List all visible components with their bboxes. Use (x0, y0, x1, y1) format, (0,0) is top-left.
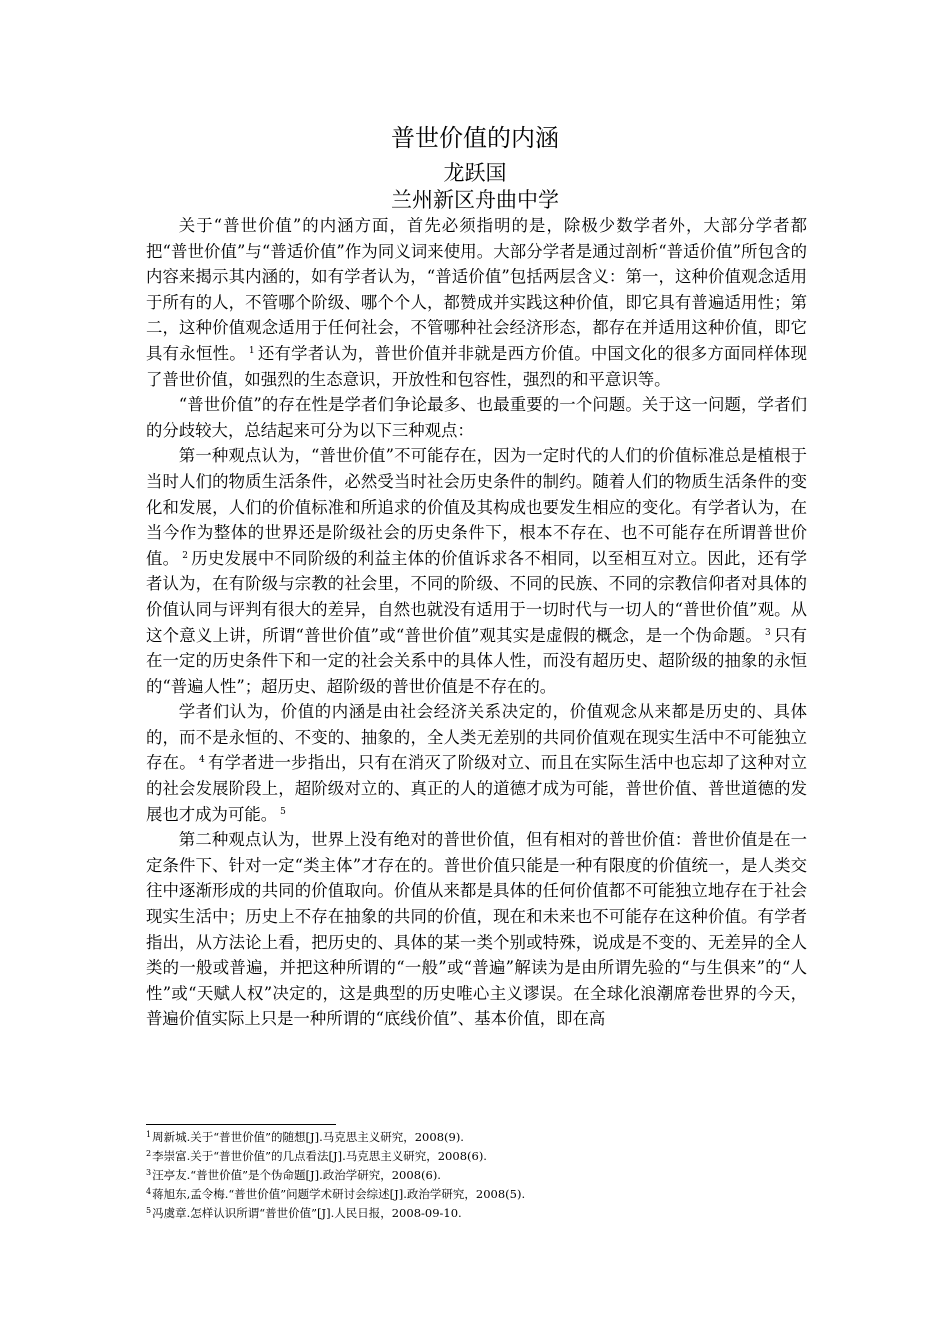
paragraph-text: 第一种观点认为，“普世价值”不可能存在，因为一定时代的人们的价值标准总是植根于当时人们的物质生活条件，必然受当时社会历史条件的制约。随着人们的物质生活条件的变化和发展，人们的价值标准和所追求的价值及其构成也要发生相应的变化。有学者认为，在当今作为整体的世界还是阶级社会的历史条件下，根本不存在、也不可能存在所谓普世价值。 (146, 446, 807, 568)
footnote-divider (146, 1124, 336, 1125)
footnote-number: 5 (146, 1206, 152, 1215)
paragraph (146, 699, 807, 827)
paragraph-text: 还有学者认为，普世价值并非就是西方价值。中国文化的很多方面同样体现了普世价值，如强烈的生态意识，开放性和包容性，强烈的和平意识等。 (146, 343, 808, 389)
paragraph (146, 213, 807, 392)
footnote-number: 1 (146, 1130, 152, 1139)
footnote-marker: 3 (765, 627, 771, 638)
footnotes (146, 1128, 807, 1223)
paragraph (146, 443, 807, 699)
footnote (146, 1147, 807, 1166)
paragraph (146, 392, 807, 443)
footnote-number: 4 (146, 1187, 152, 1196)
footnote-number: 2 (146, 1149, 152, 1158)
footnote (146, 1128, 807, 1147)
footnote-number: 3 (146, 1168, 152, 1177)
paragraph-text: 只有在一定的历史条件下和一定的社会关系中的具体人性，而没有超历史、超阶级的抽象的永恒的“普遍人性”；超历史、超阶级的普世价值是不存在的。 (146, 625, 808, 696)
footnote-marker: 2 (182, 550, 189, 561)
footnote (146, 1166, 807, 1185)
footnote-marker: 5 (280, 806, 286, 817)
paragraph (146, 827, 807, 1032)
paragraph-text: 学者们认为，价值的内涵是由社会经济关系决定的，价值观念从来都是历史的、具体的，而不是永恒的、不变的、抽象的，全人类无差别的共同价值观在现实生活中不可能独立存在。 (146, 702, 807, 773)
footnote-text: 冯虞章.怎样认识所谓“普世价值”[J].人民日报，2008-09-10. (152, 1206, 462, 1220)
footnote-text: 汪亭友.“普世价值”是个伪命题[J].政治学研究，2008(6). (152, 1168, 441, 1182)
article-body (146, 213, 807, 1032)
footnote-marker: 1 (248, 345, 255, 356)
paragraph-text: 关于“普世价值”的内涵方面，首先必须指明的是，除极少数学者外，大部分学者都把“普世价值”与“普适价值”作为同义词来使用。大部分学者是通过剖析“普适价值”所包含的内容来揭示其内涵的，如有学者认为，“普适价值”包括两层含义：第一，这种价值观念适用于所有的人，不管哪个阶级、哪个个人，都赞成并实践这种价值，即它具有普遍适用性；第二，这种价值观念适用于任何社会，不管哪种社会经济形态，都存在并适用这种价值，即它具有永恒性。 (146, 216, 807, 363)
footnote-marker: 4 (198, 755, 205, 766)
paragraph-text: 历史发展中不同阶级的利益主体的价值诉求各不相同，以至相互对立。因此，还有学者认为，在有阶级与宗教的社会里，不同的阶级、不同的民族、不同的宗教信仰者对具体的价值认同与评判有很大的差异，自然也就没有适用于一切时代与一切人的“普世价值”观。从这个意义上讲，所谓“普世价值”或“普世价值”观其实是虚假的概念，是一个伪命题。 (146, 548, 807, 645)
footnote-text: 周新城.关于“普世价值”的随想[J].马克思主义研究，2008(9). (152, 1130, 464, 1144)
footnote (146, 1204, 807, 1223)
footnote (146, 1185, 807, 1204)
footnote-text: 李崇富.关于“普世价值”的几点看法[J].马克思主义研究，2008(6). (152, 1149, 487, 1163)
paragraph-text: “普世价值”的存在性是学者们争论最多、也最重要的一个问题。关于这一问题，学者们的分歧较大，总结起来可分为以下三种观点： (146, 395, 807, 440)
author-affiliation: 兰州新区舟曲中学 (391, 188, 559, 212)
paragraph-text: 第二种观点认为，世界上没有绝对的普世价值，但有相对的普世价值：普世价值是在一定条件下、针对一定“类主体”才存在的。普世价值只能是一种有限度的价值统一，是人类交往中逐渐形成的共同的价值取向。价值从来都是具体的任何价值都不可能独立地存在于社会现实生活中；历史上不存在抽象的共同的价值，现在和未来也不可能存在这种价值。有学者指出，从方法论上看，把历史的、具体的某一类个别或特殊，说成是不变的、无差异的全人类的一般或普遍，并把这种所谓的“一般”或“普遍”解读为是由所谓先验的“与生俱来”的“人性”或“天赋人权”决定的，这是典型的历史唯心主义谬误。在全球化浪潮席卷世界的今天，普遍价值实际上只是一种所谓的“底线价值”、基本价值，即在高 (146, 830, 807, 1029)
paragraph-text: 有学者进一步指出，只有在消灭了阶级对立、而且在实际生活中也忘却了这种对立的社会发展阶段上，超阶级对立的、真正的人的道德才成为可能，普世价值、普世道德的发展也才成为可能。 (146, 753, 808, 824)
author-name: 龙跃国 (443, 161, 507, 185)
footnote-text: 蒋旭东,孟令梅.“普世价值”问题学术研讨会综述[J].政治学研究，2008(5). (152, 1187, 526, 1201)
page-title: 普世价值的内涵 (391, 124, 559, 152)
